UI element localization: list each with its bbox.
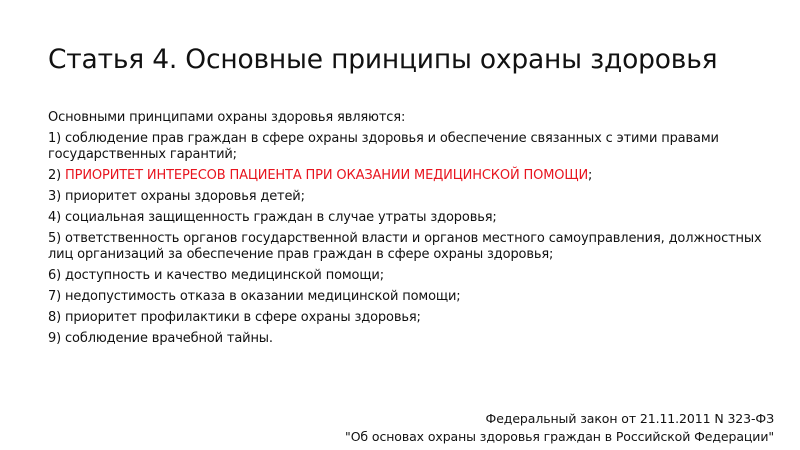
principle-item-1: 1) соблюдение прав граждан в сфере охраны здоровья и обеспечение связанных с этими правами государственных гарантий;	[48, 131, 719, 162]
slide-title: Статья 4. Основные принципы охраны здоровья	[48, 44, 718, 75]
intro-text: Основными принципами охраны здоровья являются:	[48, 110, 406, 125]
principle-item-3: 3) приоритет охраны здоровья детей;	[48, 189, 305, 204]
principle-item-8: 8) приоритет профилактики в сфере охраны здоровья;	[48, 310, 421, 325]
principle-item-9: 9) соблюдение врачебной тайны.	[48, 331, 273, 346]
principle-item-2-prefix: 2)	[48, 168, 66, 183]
principle-item-6: 6) доступность и качество медицинской помощи;	[48, 268, 384, 283]
principle-item-4: 4) социальная защищенность граждан в случае утраты здоровья;	[48, 210, 497, 225]
principle-item-2-suffix: ;	[588, 168, 593, 183]
principle-item-2-highlight: ПРИОРИТЕТ ИНТЕРЕСОВ ПАЦИЕНТА ПРИ ОКАЗАНИИ МЕДИЦИНСКОЙ ПОМОЩИ	[65, 168, 589, 183]
law-reference	[345, 410, 774, 446]
law-reference-line-1: Федеральный закон от 21.11.2011 N 323-ФЗ	[485, 411, 774, 426]
law-reference-line-2: "Об основах охраны здоровья граждан в Российской Федерации"	[345, 429, 774, 444]
principle-item-7: 7) недопустимость отказа в оказании медицинской помощи;	[48, 289, 461, 304]
principle-item-5: 5) ответственность органов государственной власти и органов местного самоуправления, должностных лиц организаций за обеспечение прав граждан в сфере охраны здоровья;	[48, 231, 762, 262]
principle-item-2	[48, 168, 766, 184]
slide-content	[48, 110, 766, 352]
